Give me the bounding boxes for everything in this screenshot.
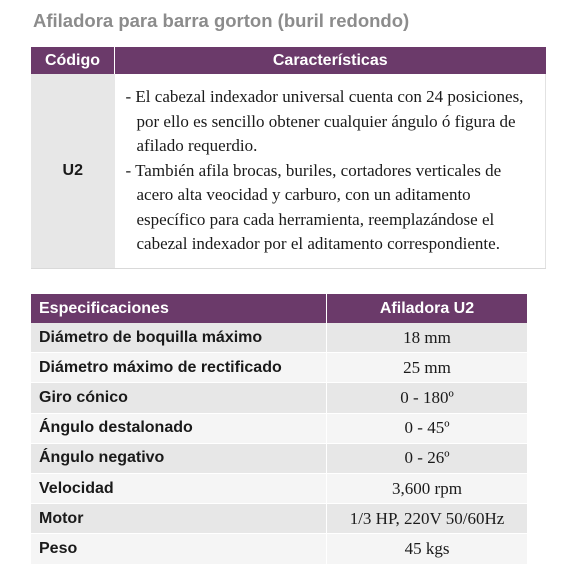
spec-value: 0 - 45º: [327, 413, 528, 443]
table-row: [31, 443, 527, 473]
header-caracteristicas: Características: [115, 47, 546, 74]
spec-label: Ángulo destalonado: [31, 413, 327, 443]
header-afiladora-u2: Afiladora U2: [327, 294, 528, 323]
spec-label: Velocidad: [31, 473, 327, 503]
table-row: [31, 353, 527, 383]
specifications-table: [31, 294, 527, 565]
characteristics-row: [31, 74, 546, 269]
spec-value: 45 kgs: [327, 534, 528, 564]
table-row: [31, 323, 527, 353]
spec-value: 0 - 26º: [327, 443, 528, 473]
table-row: [31, 534, 527, 564]
spec-value: 25 mm: [327, 353, 528, 383]
characteristics-header-row: [31, 47, 546, 74]
product-code: U2: [31, 74, 115, 269]
header-especificaciones: Especificaciones: [31, 294, 327, 323]
specifications-header-row: [31, 294, 527, 323]
table-row: [31, 413, 527, 443]
table-row: [31, 473, 527, 503]
spec-value: 1/3 HP, 220V 50/60Hz: [327, 504, 528, 534]
spec-label: Diámetro máximo de rectificado: [31, 353, 327, 383]
table-row: [31, 383, 527, 413]
spec-label: Peso: [31, 534, 327, 564]
spec-label: Giro cónico: [31, 383, 327, 413]
characteristics-table: [31, 47, 546, 269]
spec-label: Motor: [31, 504, 327, 534]
characteristic-bullet-2: - También afila brocas, buriles, cortadores verticales de acero alta veocidad y carburo, con un aditamento específico para cada herramienta, reemplazándose el cabezal indexador por el aditamento correspondiente.: [125, 160, 502, 254]
spec-value: 18 mm: [327, 323, 528, 353]
page-title: Afiladora para barra gorton (buril redondo): [33, 10, 410, 31]
header-codigo: Código: [31, 47, 115, 74]
spec-label: Diámetro de boquilla máximo: [31, 323, 327, 353]
characteristics-cell: [115, 74, 546, 269]
spec-label: Ángulo negativo: [31, 443, 327, 473]
table-row: [31, 504, 527, 534]
characteristic-bullet-1: - El cabezal indexador universal cuenta con 24 posiciones, por ello es sencillo obtener cualquier ángulo ó figura de afilado requerdio.: [125, 87, 524, 156]
spec-value: 0 - 180º: [327, 383, 528, 413]
spec-value: 3,600 rpm: [327, 473, 528, 503]
